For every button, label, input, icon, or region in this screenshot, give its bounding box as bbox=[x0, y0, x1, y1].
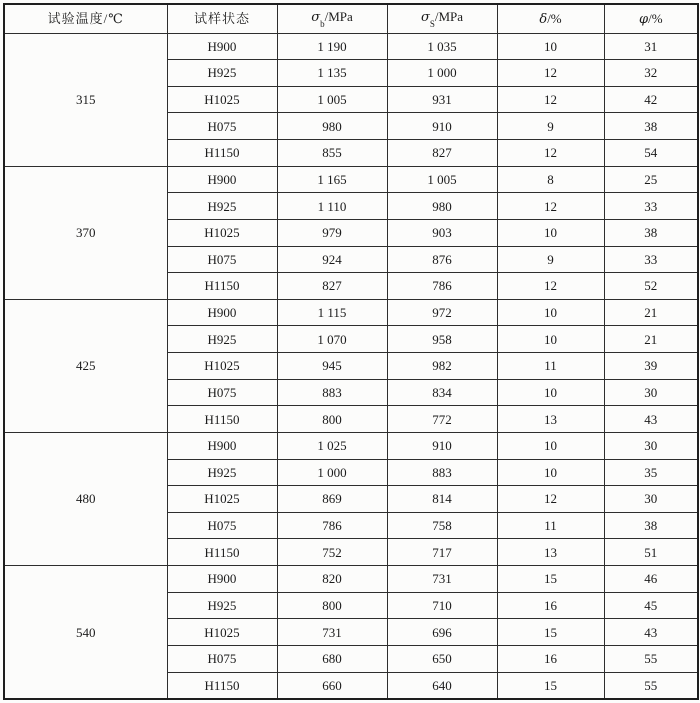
state-cell: H1025 bbox=[167, 353, 277, 380]
sigma-b-cell: 800 bbox=[277, 406, 387, 433]
sigma-s-cell: 814 bbox=[387, 486, 497, 513]
temperature-cell: 370 bbox=[4, 166, 167, 299]
state-cell: H075 bbox=[167, 512, 277, 539]
sigma-s-cell: 640 bbox=[387, 672, 497, 699]
column-header: 试验温度/℃ bbox=[4, 4, 167, 33]
delta-cell: 10 bbox=[497, 432, 604, 459]
delta-cell: 12 bbox=[497, 273, 604, 300]
delta-cell: 8 bbox=[497, 166, 604, 193]
phi-cell: 30 bbox=[604, 486, 698, 513]
state-cell: H1025 bbox=[167, 219, 277, 246]
sigma-b-cell: 800 bbox=[277, 592, 387, 619]
column-header: $\sigma_b$/MPa bbox=[277, 4, 387, 33]
sigma-b-cell: 660 bbox=[277, 672, 387, 699]
sigma-s-cell: 717 bbox=[387, 539, 497, 566]
table-body bbox=[4, 33, 698, 699]
state-cell: H900 bbox=[167, 299, 277, 326]
state-cell: H075 bbox=[167, 113, 277, 140]
column-header: $\sigma_S$/MPa bbox=[387, 4, 497, 33]
table-header bbox=[4, 4, 698, 33]
phi-cell: 38 bbox=[604, 219, 698, 246]
delta-cell: 9 bbox=[497, 246, 604, 273]
phi-cell: 21 bbox=[604, 326, 698, 353]
sigma-s-cell: 758 bbox=[387, 512, 497, 539]
sigma-s-cell: 731 bbox=[387, 566, 497, 593]
column-header: δ/% bbox=[497, 4, 604, 33]
sigma-b-cell: 752 bbox=[277, 539, 387, 566]
state-cell: H925 bbox=[167, 326, 277, 353]
state-cell: H1150 bbox=[167, 672, 277, 699]
table-row bbox=[4, 566, 698, 593]
phi-cell: 33 bbox=[604, 193, 698, 220]
delta-cell: 12 bbox=[497, 86, 604, 113]
phi-cell: 21 bbox=[604, 299, 698, 326]
state-cell: H925 bbox=[167, 60, 277, 87]
state-cell: H1150 bbox=[167, 273, 277, 300]
delta-cell: 16 bbox=[497, 592, 604, 619]
sigma-b-cell: 883 bbox=[277, 379, 387, 406]
phi-cell: 55 bbox=[604, 672, 698, 699]
phi-cell: 38 bbox=[604, 512, 698, 539]
state-cell: H1025 bbox=[167, 86, 277, 113]
sigma-b-cell: 1 110 bbox=[277, 193, 387, 220]
delta-cell: 15 bbox=[497, 672, 604, 699]
delta-cell: 16 bbox=[497, 645, 604, 672]
sigma-b-cell: 1 190 bbox=[277, 33, 387, 60]
greek-symbol: σ bbox=[420, 10, 430, 26]
phi-cell: 35 bbox=[604, 459, 698, 486]
delta-cell: 10 bbox=[497, 459, 604, 486]
state-cell: H1150 bbox=[167, 140, 277, 167]
phi-cell: 33 bbox=[604, 246, 698, 273]
sigma-s-cell: 696 bbox=[387, 619, 497, 646]
sigma-b-cell: 786 bbox=[277, 512, 387, 539]
delta-cell: 12 bbox=[497, 486, 604, 513]
sigma-b-cell: 979 bbox=[277, 219, 387, 246]
sigma-s-cell: 910 bbox=[387, 432, 497, 459]
delta-cell: 15 bbox=[497, 619, 604, 646]
sigma-s-cell: 827 bbox=[387, 140, 497, 167]
greek-symbol: φ bbox=[638, 11, 649, 27]
sigma-s-cell: 958 bbox=[387, 326, 497, 353]
sigma-s-cell: 1 000 bbox=[387, 60, 497, 87]
delta-cell: 11 bbox=[497, 512, 604, 539]
phi-cell: 32 bbox=[604, 60, 698, 87]
sigma-s-cell: 883 bbox=[387, 459, 497, 486]
state-cell: H900 bbox=[167, 432, 277, 459]
temperature-cell: 425 bbox=[4, 299, 167, 432]
sigma-b-cell: 869 bbox=[277, 486, 387, 513]
state-cell: H1025 bbox=[167, 486, 277, 513]
table-row bbox=[4, 33, 698, 60]
state-cell: H1150 bbox=[167, 406, 277, 433]
greek-symbol: σ bbox=[311, 10, 321, 26]
temperature-cell: 540 bbox=[4, 566, 167, 700]
sigma-b-cell: 855 bbox=[277, 140, 387, 167]
sigma-s-cell: 982 bbox=[387, 353, 497, 380]
sigma-b-cell: 945 bbox=[277, 353, 387, 380]
phi-cell: 43 bbox=[604, 406, 698, 433]
delta-cell: 10 bbox=[497, 219, 604, 246]
sigma-b-cell: 1 115 bbox=[277, 299, 387, 326]
sigma-s-cell: 910 bbox=[387, 113, 497, 140]
sigma-b-cell: 820 bbox=[277, 566, 387, 593]
phi-cell: 43 bbox=[604, 619, 698, 646]
phi-cell: 25 bbox=[604, 166, 698, 193]
state-cell: H925 bbox=[167, 459, 277, 486]
sigma-s-cell: 772 bbox=[387, 406, 497, 433]
phi-cell: 46 bbox=[604, 566, 698, 593]
state-cell: H075 bbox=[167, 645, 277, 672]
phi-cell: 55 bbox=[604, 645, 698, 672]
sigma-b-cell: 680 bbox=[277, 645, 387, 672]
phi-cell: 30 bbox=[604, 379, 698, 406]
column-header: 试样状态 bbox=[167, 4, 277, 33]
table-row bbox=[4, 432, 698, 459]
delta-cell: 11 bbox=[497, 353, 604, 380]
phi-cell: 39 bbox=[604, 353, 698, 380]
sigma-s-cell: 903 bbox=[387, 219, 497, 246]
sigma-s-cell: 972 bbox=[387, 299, 497, 326]
state-cell: H075 bbox=[167, 379, 277, 406]
phi-cell: 31 bbox=[604, 33, 698, 60]
sigma-s-cell: 876 bbox=[387, 246, 497, 273]
state-cell: H925 bbox=[167, 592, 277, 619]
sigma-s-cell: 1 035 bbox=[387, 33, 497, 60]
phi-cell: 38 bbox=[604, 113, 698, 140]
sigma-s-cell: 931 bbox=[387, 86, 497, 113]
state-cell: H900 bbox=[167, 33, 277, 60]
temperature-cell: 315 bbox=[4, 33, 167, 166]
state-cell: H925 bbox=[167, 193, 277, 220]
state-cell: H900 bbox=[167, 166, 277, 193]
delta-cell: 13 bbox=[497, 406, 604, 433]
sigma-b-cell: 924 bbox=[277, 246, 387, 273]
phi-cell: 30 bbox=[604, 432, 698, 459]
symbol-subscript: S bbox=[429, 19, 435, 30]
temperature-cell: 480 bbox=[4, 432, 167, 565]
symbol-subscript: b bbox=[320, 19, 325, 30]
mechanical-properties-table bbox=[3, 3, 699, 700]
state-cell: H1025 bbox=[167, 619, 277, 646]
sigma-b-cell: 1 070 bbox=[277, 326, 387, 353]
delta-cell: 12 bbox=[497, 60, 604, 87]
sigma-s-cell: 650 bbox=[387, 645, 497, 672]
table-row bbox=[4, 299, 698, 326]
sigma-s-cell: 786 bbox=[387, 273, 497, 300]
sigma-b-cell: 980 bbox=[277, 113, 387, 140]
state-cell: H1150 bbox=[167, 539, 277, 566]
column-header: φ/% bbox=[604, 4, 698, 33]
delta-cell: 15 bbox=[497, 566, 604, 593]
header-row bbox=[4, 4, 698, 33]
phi-cell: 45 bbox=[604, 592, 698, 619]
greek-symbol: δ bbox=[539, 11, 548, 27]
state-cell: H900 bbox=[167, 566, 277, 593]
phi-cell: 52 bbox=[604, 273, 698, 300]
sigma-s-cell: 980 bbox=[387, 193, 497, 220]
sigma-b-cell: 1 000 bbox=[277, 459, 387, 486]
phi-cell: 51 bbox=[604, 539, 698, 566]
sigma-b-cell: 1 005 bbox=[277, 86, 387, 113]
delta-cell: 10 bbox=[497, 299, 604, 326]
delta-cell: 13 bbox=[497, 539, 604, 566]
table-row bbox=[4, 166, 698, 193]
sigma-s-cell: 834 bbox=[387, 379, 497, 406]
sigma-b-cell: 1 135 bbox=[277, 60, 387, 87]
sigma-b-cell: 1 165 bbox=[277, 166, 387, 193]
delta-cell: 12 bbox=[497, 193, 604, 220]
delta-cell: 12 bbox=[497, 140, 604, 167]
delta-cell: 9 bbox=[497, 113, 604, 140]
phi-cell: 42 bbox=[604, 86, 698, 113]
sigma-b-cell: 731 bbox=[277, 619, 387, 646]
sigma-b-cell: 827 bbox=[277, 273, 387, 300]
sigma-s-cell: 1 005 bbox=[387, 166, 497, 193]
state-cell: H075 bbox=[167, 246, 277, 273]
sigma-s-cell: 710 bbox=[387, 592, 497, 619]
delta-cell: 10 bbox=[497, 326, 604, 353]
phi-cell: 54 bbox=[604, 140, 698, 167]
delta-cell: 10 bbox=[497, 379, 604, 406]
delta-cell: 10 bbox=[497, 33, 604, 60]
sigma-b-cell: 1 025 bbox=[277, 432, 387, 459]
